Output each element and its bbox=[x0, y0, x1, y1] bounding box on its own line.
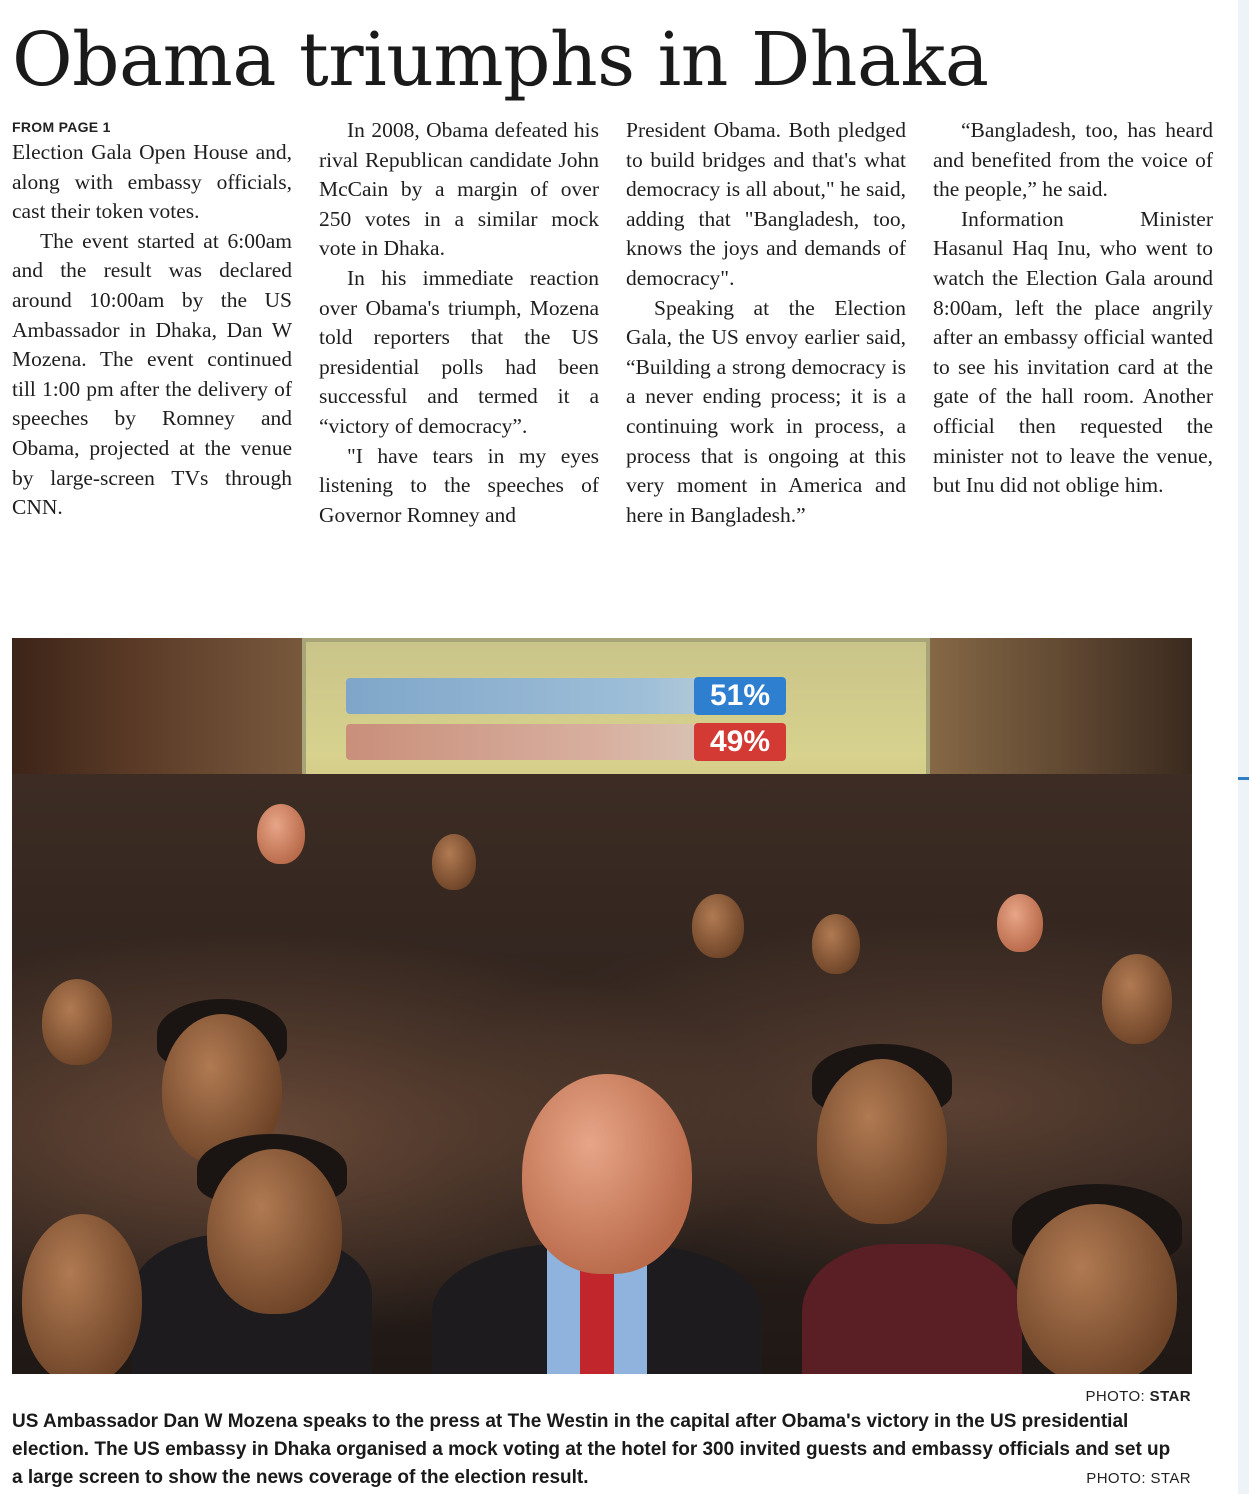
photo-person bbox=[207, 1149, 342, 1314]
kicker-from-page-1: FROM PAGE 1 bbox=[12, 119, 111, 135]
paragraph: Speaking at the Election Gala, the US envoy earlier said, “Building a strong democracy is a never ending process; it is a continuing work in process, a process that is ongoing at this very moment in America and here in Bangladesh.” bbox=[626, 295, 906, 527]
photo-person bbox=[42, 979, 112, 1065]
article-column-1 bbox=[12, 116, 292, 523]
photo-person bbox=[1102, 954, 1172, 1044]
paragraph: In 2008, Obama defeated his rival Republican candidate John McCain by a margin of over 250 votes in a similar mock vote in Dhaka. bbox=[319, 118, 599, 261]
photo-person bbox=[432, 834, 476, 890]
paragraph: The event started at 6:00am and the result was declared around 10:00am by the US Ambassador in Dhaka, Dan W Mozena. The event continued till 1:00 pm after the delivery of speeches by Romney and Obama, projected at the venue by large-screen TVs through CNN. bbox=[12, 228, 292, 520]
news-photo bbox=[12, 638, 1192, 1374]
photo-person-shirt bbox=[802, 1244, 1022, 1374]
photo-person bbox=[1017, 1204, 1177, 1374]
photo-person bbox=[257, 804, 305, 864]
headline: Obama triumphs in Dhaka bbox=[12, 17, 989, 103]
article-column-4 bbox=[933, 116, 1213, 501]
photo-person bbox=[997, 894, 1043, 952]
paragraph: In his immediate reaction over Obama's triumph, Mozena told reporters that the US presidential polls had been successful and termed it a “victory of democracy”. bbox=[319, 265, 599, 438]
article-column-3 bbox=[626, 116, 906, 530]
screen-percent-obama: 51% bbox=[694, 677, 786, 715]
paragraph: “Bangladesh, too, has heard and benefited from the voice of the people,” he said. bbox=[933, 118, 1213, 202]
photo-person bbox=[817, 1059, 947, 1224]
screen-percent-romney: 49% bbox=[694, 723, 786, 761]
photo-caption: US Ambassador Dan W Mozena speaks to the press at The Westin in the capital after Obama's victory in the US presidential election. The US embassy in Dhaka organised a mock voting at the hotel for 300 invited guests and embassy officials and set up a large screen to show the news coverage of the election result. bbox=[12, 1411, 1171, 1488]
paragraph: Election Gala Open House and, along with embassy officials, cast their token votes. bbox=[12, 140, 292, 224]
photo-crowd bbox=[12, 774, 1192, 1374]
photo-person bbox=[812, 914, 860, 974]
photo-credit: PHOTO: STAR bbox=[1085, 1388, 1191, 1405]
photo-person bbox=[22, 1214, 142, 1374]
paragraph: "I have tears in my eyes listening to the speeches of Governor Romney and bbox=[319, 443, 599, 527]
photo-person bbox=[692, 894, 744, 958]
adjacent-page-edge bbox=[1238, 0, 1249, 1494]
photo-credit-secondary: PHOTO: STAR bbox=[1086, 1470, 1191, 1487]
photo-ambassador bbox=[522, 1074, 692, 1274]
paragraph: President Obama. Both pledged to build bridges and that's what democracy is all about," he said, adding that "Bangladesh, too, knows the joys and demands of democracy". bbox=[626, 118, 906, 290]
adjacent-article-rule bbox=[1238, 777, 1249, 780]
paragraph: Information Minister Hasanul Haq Inu, who went to watch the Election Gala around 8:00am, left the place angrily after an embassy official wanted to see his invitation card at the gate of the hall room. Another official then requested the minister not to leave the venue, but Inu did not oblige him. bbox=[933, 206, 1213, 498]
article-column-2 bbox=[319, 116, 599, 530]
